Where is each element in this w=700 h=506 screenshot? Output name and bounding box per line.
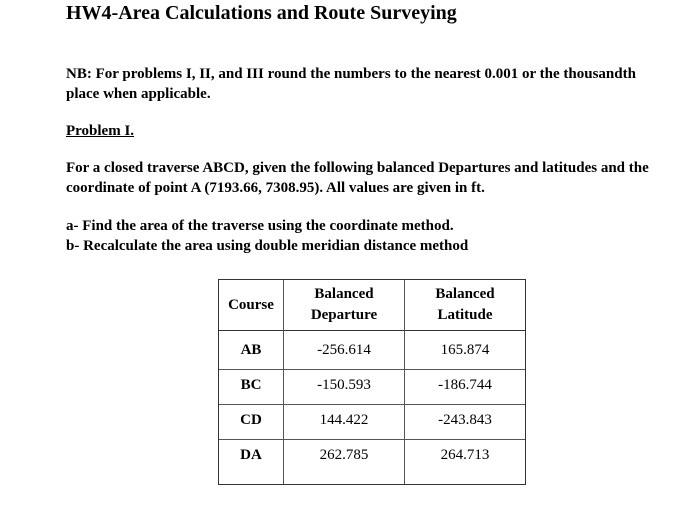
row-departure: -150.593	[283, 369, 404, 400]
row-departure: -256.614	[283, 335, 404, 365]
table-header-row	[219, 280, 525, 331]
row-course: AB	[240, 341, 262, 358]
table-row	[219, 439, 525, 470]
header-departure	[283, 280, 404, 331]
row-departure: 144.422	[283, 404, 404, 435]
row-course: CD	[219, 404, 283, 435]
row-departure: 262.785	[283, 439, 404, 470]
row-course: BC	[219, 369, 283, 400]
page-title: HW4-Area Calculations and Route Surveying	[66, 2, 457, 24]
header-latitude	[404, 280, 525, 331]
row-course: DA	[219, 439, 283, 470]
traverse-table	[218, 279, 526, 485]
header-latitude-line2: Latitude	[437, 307, 493, 323]
table-row	[219, 404, 525, 435]
problem-intro: For a closed traverse ABCD, given the following balanced Departures and latitudes and the coordinate of point A (7193.66, 7308.95). All values are given in ft.	[66, 160, 649, 196]
task-a: a- Find the area of the traverse using the coordinate method.	[66, 218, 454, 234]
header-departure-line1: Balanced	[314, 286, 374, 302]
row-latitude: 264.713	[404, 439, 525, 470]
row-latitude: 165.874	[404, 335, 525, 365]
task-b: b- Recalculate the area using double meridian distance method	[66, 238, 469, 254]
header-course	[219, 280, 283, 331]
table-row	[219, 369, 525, 400]
header-latitude-line1: Balanced	[435, 286, 495, 302]
nb-note: NB: For problems I, II, and III round the numbers to the nearest 0.001 or the thousandth place when applicable.	[66, 66, 636, 102]
problem-heading: Problem I.	[66, 123, 135, 139]
header-course-label: Course	[228, 296, 274, 313]
row-latitude: -186.744	[404, 369, 525, 400]
row-latitude: -243.843	[404, 404, 525, 435]
table-row	[219, 335, 525, 365]
header-departure-line2: Departure	[310, 307, 378, 323]
